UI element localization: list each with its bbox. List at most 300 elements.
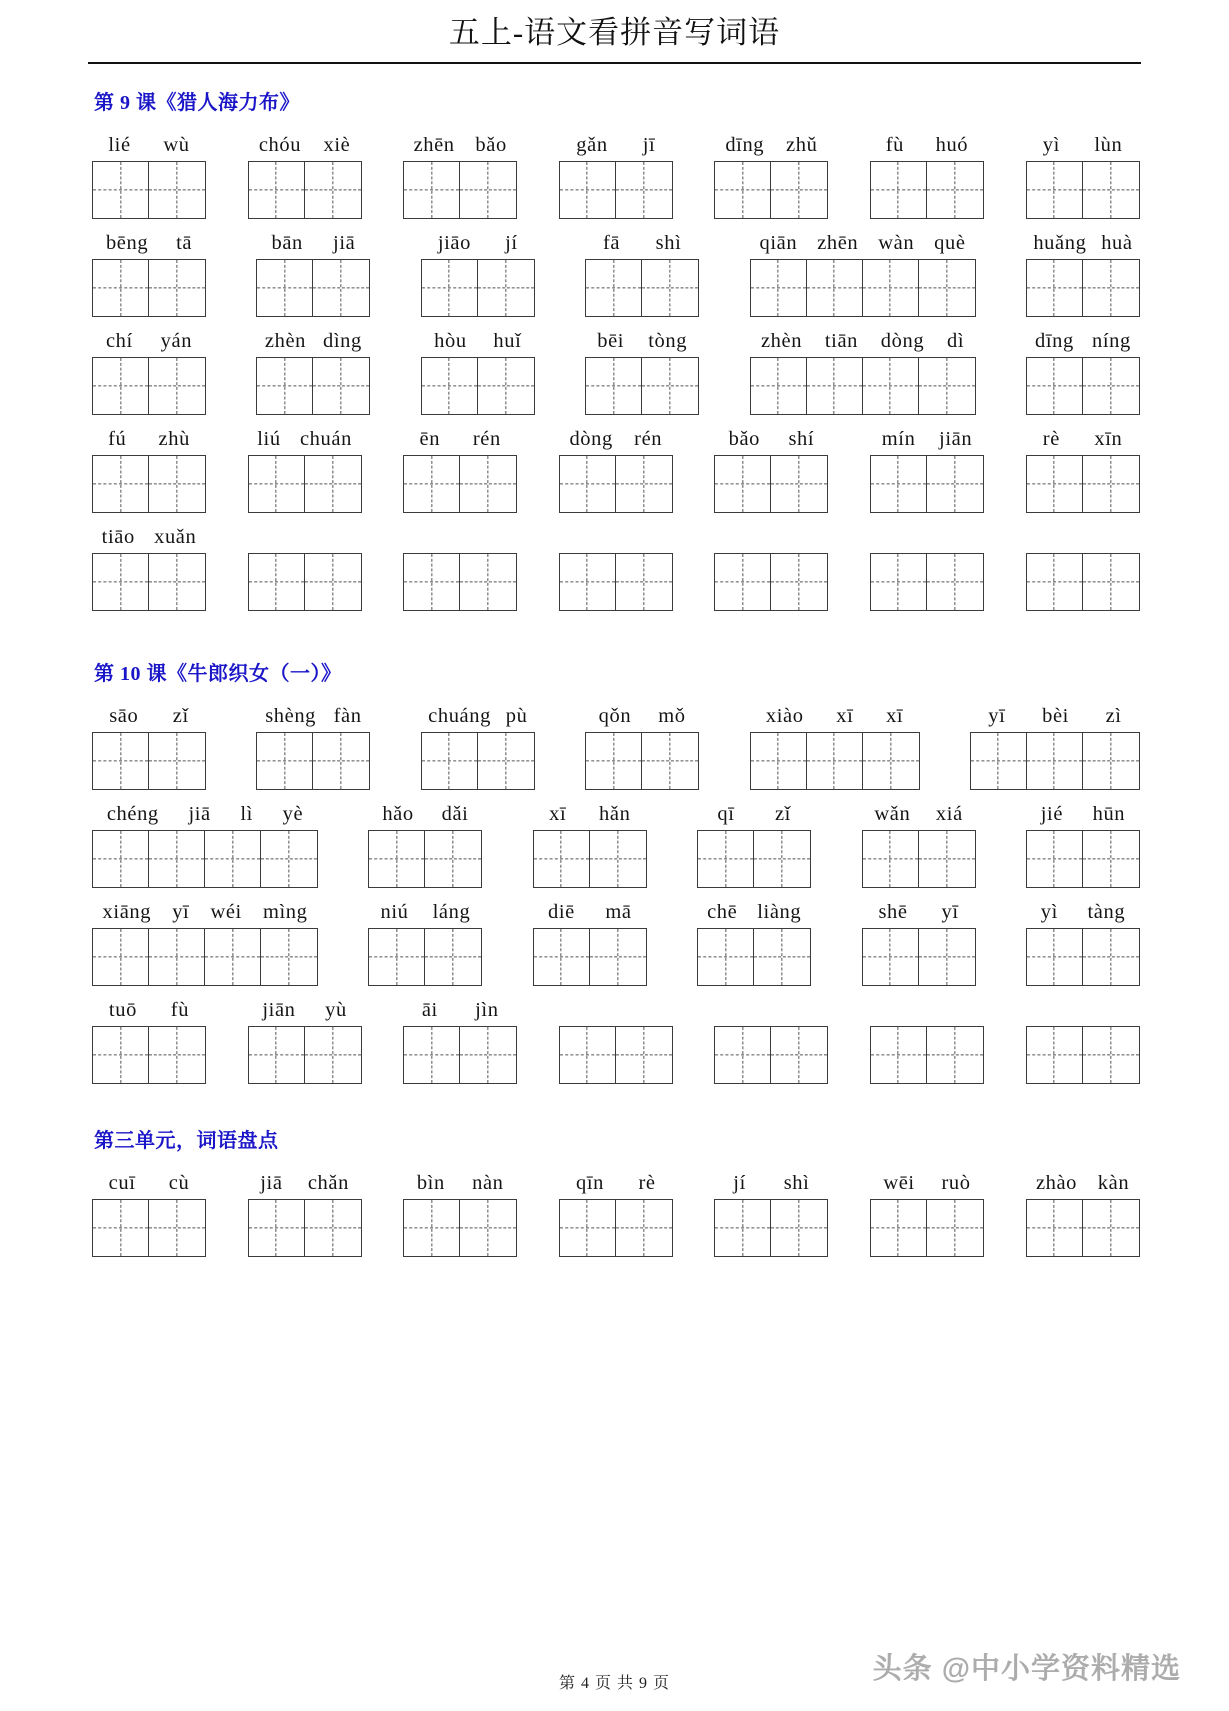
- tianzige-cell[interactable]: [1083, 162, 1139, 218]
- pinyin-line: [714, 424, 828, 455]
- pinyin-syllable: xiào: [765, 704, 804, 727]
- word-group: [92, 995, 206, 1084]
- pinyin-line: [559, 522, 673, 553]
- tianzige-cell[interactable]: [460, 162, 516, 218]
- tianzige-cell[interactable]: [971, 733, 1027, 789]
- tianzige-cell[interactable]: [249, 1200, 305, 1256]
- word-group: [248, 1168, 362, 1257]
- tianzige-cell[interactable]: [807, 260, 863, 316]
- tianzige-grid[interactable]: [368, 830, 482, 888]
- tianzige-cell[interactable]: [422, 260, 478, 316]
- tianzige-grid[interactable]: [1026, 1199, 1140, 1257]
- pinyin-syllable: wēi: [883, 1171, 915, 1194]
- tianzige-cell[interactable]: [478, 358, 534, 414]
- pinyin-line: [248, 130, 362, 161]
- tianzige-cell[interactable]: [261, 831, 317, 887]
- tianzige-cell[interactable]: [305, 456, 361, 512]
- tianzige-cell[interactable]: [305, 1027, 361, 1083]
- tianzige-grid[interactable]: [1026, 455, 1140, 513]
- tianzige-grid[interactable]: [248, 553, 362, 611]
- tianzige-cell[interactable]: [927, 1027, 983, 1083]
- tianzige-cell[interactable]: [1027, 929, 1083, 985]
- tianzige-grid[interactable]: [248, 1026, 362, 1084]
- word-group: [92, 897, 318, 986]
- tianzige-grid[interactable]: [1026, 357, 1140, 415]
- pinyin-line: [533, 799, 647, 830]
- pinyin-syllable: huà: [1101, 231, 1133, 254]
- tianzige-cell[interactable]: [460, 1027, 516, 1083]
- tianzige-grid[interactable]: [248, 161, 362, 219]
- pinyin-syllable: zǐ: [172, 704, 189, 727]
- tianzige-cell[interactable]: [919, 929, 975, 985]
- pinyin-line: [585, 228, 699, 259]
- pinyin-line: [870, 995, 984, 1026]
- tianzige-cell[interactable]: [715, 1200, 771, 1256]
- tianzige-cell[interactable]: [1027, 831, 1083, 887]
- tianzige-grid[interactable]: [92, 553, 206, 611]
- tianzige-cell[interactable]: [93, 358, 149, 414]
- tianzige-grid[interactable]: [92, 161, 206, 219]
- pinyin-line: [1026, 799, 1140, 830]
- pinyin-syllable: jī: [642, 133, 656, 156]
- tianzige-cell[interactable]: [715, 456, 771, 512]
- word-group: [256, 228, 370, 317]
- pinyin-syllable: yī: [172, 900, 190, 923]
- tianzige-cell[interactable]: [586, 260, 642, 316]
- tianzige-cell[interactable]: [425, 831, 481, 887]
- tianzige-cell[interactable]: [560, 554, 616, 610]
- pinyin-line: [92, 228, 206, 259]
- pinyin-syllable: jí: [733, 1171, 746, 1194]
- pinyin-syllable: hǎo: [382, 802, 414, 825]
- word-group: [714, 995, 828, 1084]
- tianzige-grid[interactable]: [714, 455, 828, 513]
- tianzige-cell[interactable]: [404, 1027, 460, 1083]
- tianzige-cell[interactable]: [927, 554, 983, 610]
- tianzige-cell[interactable]: [305, 1200, 361, 1256]
- tianzige-grid[interactable]: [403, 1026, 517, 1084]
- pinyin-syllable: shì: [655, 231, 682, 254]
- tianzige-cell[interactable]: [754, 929, 810, 985]
- pinyin-syllable: huǎng: [1033, 231, 1087, 254]
- word-group: [585, 701, 699, 790]
- tianzige-cell[interactable]: [771, 456, 827, 512]
- tianzige-cell[interactable]: [149, 162, 205, 218]
- tianzige-cell[interactable]: [93, 733, 149, 789]
- tianzige-cell[interactable]: [149, 1200, 205, 1256]
- tianzige-grid[interactable]: [870, 1199, 984, 1257]
- pinyin-line: [368, 799, 482, 830]
- pinyin-line: [1026, 228, 1140, 259]
- tianzige-grid[interactable]: [92, 830, 318, 888]
- pinyin-line: [92, 897, 318, 928]
- tianzige-grid[interactable]: [1026, 830, 1140, 888]
- tianzige-grid[interactable]: [1026, 928, 1140, 986]
- tianzige-grid[interactable]: [714, 161, 828, 219]
- tianzige-grid[interactable]: [862, 830, 976, 888]
- tianzige-grid[interactable]: [256, 357, 370, 415]
- pinyin-syllable: mā: [605, 900, 632, 923]
- tianzige-grid[interactable]: [421, 357, 535, 415]
- tianzige-grid[interactable]: [256, 259, 370, 317]
- tianzige-cell[interactable]: [871, 456, 927, 512]
- word-group: [559, 130, 673, 219]
- word-row: [92, 1159, 1141, 1257]
- pinyin-line: [403, 424, 517, 455]
- tianzige-cell[interactable]: [919, 831, 975, 887]
- pinyin-line: [368, 897, 482, 928]
- tianzige-cell[interactable]: [422, 358, 478, 414]
- tianzige-grid[interactable]: [585, 259, 699, 317]
- tianzige-cell[interactable]: [698, 831, 754, 887]
- pinyin-syllable: zǐ: [774, 802, 791, 825]
- pinyin-line: [714, 522, 828, 553]
- tianzige-grid[interactable]: [714, 1199, 828, 1257]
- tianzige-cell[interactable]: [149, 260, 205, 316]
- tianzige-cell[interactable]: [1027, 456, 1083, 512]
- tianzige-cell[interactable]: [1083, 929, 1139, 985]
- tianzige-cell[interactable]: [149, 358, 205, 414]
- tianzige-cell[interactable]: [616, 1200, 672, 1256]
- tianzige-cell[interactable]: [715, 1027, 771, 1083]
- tianzige-cell[interactable]: [807, 733, 863, 789]
- tianzige-cell[interactable]: [249, 456, 305, 512]
- pinyin-line: [870, 424, 984, 455]
- tianzige-cell[interactable]: [863, 831, 919, 887]
- tianzige-cell[interactable]: [305, 554, 361, 610]
- word-group: [1026, 424, 1140, 513]
- tianzige-cell[interactable]: [616, 1027, 672, 1083]
- word-group: [403, 424, 517, 513]
- word-group: [92, 701, 206, 790]
- tianzige-cell[interactable]: [460, 456, 516, 512]
- tianzige-cell[interactable]: [149, 929, 205, 985]
- tianzige-grid[interactable]: [870, 455, 984, 513]
- pinyin-line: [92, 799, 318, 830]
- tianzige-grid[interactable]: [403, 161, 517, 219]
- pinyin-syllable: dìng: [323, 329, 362, 352]
- pinyin-line: [248, 995, 362, 1026]
- tianzige-cell[interactable]: [1083, 1200, 1139, 1256]
- pinyin-syllable: niú: [380, 900, 409, 923]
- pinyin-line: [248, 424, 362, 455]
- tianzige-cell[interactable]: [771, 1200, 827, 1256]
- tianzige-grid[interactable]: [533, 830, 647, 888]
- tianzige-cell[interactable]: [751, 733, 807, 789]
- pinyin-syllable: chóu: [258, 133, 302, 156]
- pinyin-syllable: dīng: [725, 133, 765, 156]
- word-group: [421, 701, 535, 790]
- pinyin-syllable: tòng: [648, 329, 688, 352]
- pinyin-syllable: ēn: [419, 427, 441, 450]
- tianzige-cell[interactable]: [1083, 260, 1139, 316]
- tianzige-cell[interactable]: [534, 831, 590, 887]
- tianzige-grid[interactable]: [714, 553, 828, 611]
- pinyin-syllable: qǒn: [598, 704, 632, 727]
- tianzige-cell[interactable]: [404, 162, 460, 218]
- tianzige-cell[interactable]: [404, 456, 460, 512]
- tianzige-grid[interactable]: [92, 732, 206, 790]
- tianzige-cell[interactable]: [751, 358, 807, 414]
- pinyin-syllable: qī: [717, 802, 735, 825]
- tianzige-cell[interactable]: [616, 554, 672, 610]
- tianzige-cell[interactable]: [93, 554, 149, 610]
- tianzige-cell[interactable]: [404, 554, 460, 610]
- tianzige-cell[interactable]: [863, 358, 919, 414]
- word-group: [862, 799, 976, 888]
- tianzige-cell[interactable]: [927, 1200, 983, 1256]
- tianzige-cell[interactable]: [249, 162, 305, 218]
- tianzige-cell[interactable]: [1027, 162, 1083, 218]
- word-group: [368, 799, 482, 888]
- tianzige-cell[interactable]: [642, 733, 698, 789]
- tianzige-grid[interactable]: [585, 732, 699, 790]
- tianzige-grid[interactable]: [750, 259, 976, 317]
- tianzige-cell[interactable]: [478, 733, 534, 789]
- tianzige-grid[interactable]: [368, 928, 482, 986]
- pinyin-syllable: gǎn: [576, 133, 608, 156]
- tianzige-grid[interactable]: [697, 830, 811, 888]
- tianzige-cell[interactable]: [590, 929, 646, 985]
- tianzige-cell[interactable]: [1083, 831, 1139, 887]
- tianzige-cell[interactable]: [1083, 358, 1139, 414]
- tianzige-cell[interactable]: [698, 929, 754, 985]
- tianzige-grid[interactable]: [421, 732, 535, 790]
- tianzige-grid[interactable]: [559, 1026, 673, 1084]
- tianzige-cell[interactable]: [261, 929, 317, 985]
- tianzige-cell[interactable]: [771, 1027, 827, 1083]
- pinyin-syllable: jí: [505, 231, 518, 254]
- tianzige-grid[interactable]: [533, 928, 647, 986]
- tianzige-cell[interactable]: [1083, 1027, 1139, 1083]
- tianzige-cell[interactable]: [616, 456, 672, 512]
- tianzige-cell[interactable]: [586, 733, 642, 789]
- pinyin-syllable: jiāo: [437, 231, 471, 254]
- tianzige-grid[interactable]: [92, 259, 206, 317]
- tianzige-cell[interactable]: [871, 162, 927, 218]
- tianzige-cell[interactable]: [313, 260, 369, 316]
- tianzige-grid[interactable]: [1026, 553, 1140, 611]
- tianzige-cell[interactable]: [1083, 456, 1139, 512]
- tianzige-cell[interactable]: [807, 358, 863, 414]
- tianzige-grid[interactable]: [421, 259, 535, 317]
- tianzige-cell[interactable]: [1027, 733, 1083, 789]
- pinyin-syllable: fù: [885, 133, 905, 156]
- tianzige-grid[interactable]: [92, 1026, 206, 1084]
- tianzige-grid[interactable]: [256, 732, 370, 790]
- pinyin-syllable: fù: [170, 998, 190, 1021]
- tianzige-grid[interactable]: [1026, 259, 1140, 317]
- tianzige-cell[interactable]: [642, 358, 698, 414]
- tianzige-cell[interactable]: [1083, 554, 1139, 610]
- pinyin-syllable: sāo: [109, 704, 139, 727]
- tianzige-cell[interactable]: [771, 162, 827, 218]
- tianzige-cell[interactable]: [149, 733, 205, 789]
- tianzige-grid[interactable]: [92, 928, 318, 986]
- tianzige-cell[interactable]: [560, 162, 616, 218]
- tianzige-cell[interactable]: [642, 260, 698, 316]
- page-footer: 第 4 页 共 9 页: [558, 1675, 670, 1692]
- pinyin-syllable: wéi: [210, 900, 242, 923]
- pinyin-line: [92, 130, 206, 161]
- word-group: [248, 130, 362, 219]
- tianzige-grid[interactable]: [403, 455, 517, 513]
- tianzige-cell[interactable]: [751, 260, 807, 316]
- word-group: [248, 424, 362, 513]
- tianzige-cell[interactable]: [863, 929, 919, 985]
- tianzige-cell[interactable]: [404, 1200, 460, 1256]
- word-group: [714, 130, 828, 219]
- tianzige-grid[interactable]: [750, 732, 920, 790]
- tianzige-cell[interactable]: [715, 554, 771, 610]
- tianzige-cell[interactable]: [560, 1027, 616, 1083]
- tianzige-cell[interactable]: [871, 1027, 927, 1083]
- tianzige-grid[interactable]: [1026, 161, 1140, 219]
- word-row: [92, 513, 1141, 611]
- tianzige-grid[interactable]: [92, 455, 206, 513]
- tianzige-grid[interactable]: [559, 161, 673, 219]
- tianzige-cell[interactable]: [927, 456, 983, 512]
- tianzige-cell[interactable]: [1027, 260, 1083, 316]
- tianzige-grid[interactable]: [559, 553, 673, 611]
- tianzige-grid[interactable]: [559, 455, 673, 513]
- word-group: [92, 326, 206, 415]
- tianzige-cell[interactable]: [369, 929, 425, 985]
- tianzige-cell[interactable]: [1027, 1200, 1083, 1256]
- tianzige-cell[interactable]: [616, 162, 672, 218]
- tianzige-cell[interactable]: [369, 831, 425, 887]
- tianzige-cell[interactable]: [249, 554, 305, 610]
- tianzige-cell[interactable]: [93, 260, 149, 316]
- pinyin-syllable: jiā: [188, 802, 211, 825]
- tianzige-cell[interactable]: [425, 929, 481, 985]
- word-group: [92, 522, 206, 611]
- tianzige-cell[interactable]: [313, 358, 369, 414]
- tianzige-cell[interactable]: [257, 733, 313, 789]
- section-heading-2: 第 10 课《牛郎织女（一）》: [94, 662, 342, 685]
- tianzige-cell[interactable]: [1027, 358, 1083, 414]
- tianzige-grid[interactable]: [585, 357, 699, 415]
- tianzige-cell[interactable]: [1027, 554, 1083, 610]
- tianzige-cell[interactable]: [93, 1200, 149, 1256]
- word-row: [92, 692, 1141, 790]
- pinyin-syllable: yì: [1042, 133, 1060, 156]
- tianzige-cell[interactable]: [871, 1200, 927, 1256]
- word-group: [1026, 897, 1140, 986]
- pinyin-syllable: tā: [176, 231, 193, 254]
- pinyin-syllable: jìn: [475, 998, 499, 1021]
- tianzige-cell[interactable]: [93, 162, 149, 218]
- tianzige-cell[interactable]: [927, 162, 983, 218]
- tianzige-cell[interactable]: [205, 929, 261, 985]
- tianzige-cell[interactable]: [205, 831, 261, 887]
- tianzige-cell[interactable]: [149, 831, 205, 887]
- tianzige-cell[interactable]: [249, 1027, 305, 1083]
- tianzige-cell[interactable]: [305, 162, 361, 218]
- pinyin-syllable: zì: [1105, 704, 1122, 727]
- tianzige-grid[interactable]: [248, 1199, 362, 1257]
- tianzige-grid[interactable]: [750, 357, 976, 415]
- pinyin-syllable: zhèn: [760, 329, 803, 352]
- tianzige-cell[interactable]: [560, 456, 616, 512]
- tianzige-cell[interactable]: [871, 554, 927, 610]
- word-group: [697, 897, 811, 986]
- tianzige-cell[interactable]: [313, 733, 369, 789]
- tianzige-cell[interactable]: [754, 831, 810, 887]
- tianzige-cell[interactable]: [93, 1027, 149, 1083]
- word-group: [92, 130, 206, 219]
- pinyin-line: [256, 701, 370, 732]
- tianzige-cell[interactable]: [560, 1200, 616, 1256]
- tianzige-grid[interactable]: [862, 928, 976, 986]
- tianzige-cell[interactable]: [586, 358, 642, 414]
- pinyin-syllable: shē: [878, 900, 908, 923]
- tianzige-grid[interactable]: [403, 553, 517, 611]
- tianzige-grid[interactable]: [92, 1199, 206, 1257]
- tianzige-grid[interactable]: [970, 732, 1140, 790]
- tianzige-cell[interactable]: [590, 831, 646, 887]
- tianzige-cell[interactable]: [93, 929, 149, 985]
- pinyin-syllable: jié: [1040, 802, 1064, 825]
- tianzige-grid[interactable]: [92, 357, 206, 415]
- tianzige-cell[interactable]: [422, 733, 478, 789]
- tianzige-cell[interactable]: [149, 456, 205, 512]
- pinyin-syllable: nàn: [472, 1171, 504, 1194]
- tianzige-grid[interactable]: [559, 1199, 673, 1257]
- pinyin-syllable: lùn: [1094, 133, 1123, 156]
- tianzige-cell[interactable]: [863, 733, 919, 789]
- tianzige-grid[interactable]: [697, 928, 811, 986]
- tianzige-cell[interactable]: [257, 260, 313, 316]
- tianzige-cell[interactable]: [715, 162, 771, 218]
- tianzige-cell[interactable]: [93, 456, 149, 512]
- tianzige-grid[interactable]: [714, 1026, 828, 1084]
- tianzige-cell[interactable]: [919, 260, 975, 316]
- tianzige-cell[interactable]: [534, 929, 590, 985]
- tianzige-cell[interactable]: [149, 554, 205, 610]
- pinyin-syllable: dīng: [1035, 329, 1074, 352]
- tianzige-cell[interactable]: [863, 260, 919, 316]
- tianzige-grid[interactable]: [870, 161, 984, 219]
- pinyin-syllable: wǎn: [874, 802, 911, 825]
- tianzige-cell[interactable]: [771, 554, 827, 610]
- pinyin-syllable: chǎn: [307, 1171, 349, 1194]
- pinyin-syllable: lié: [108, 133, 131, 156]
- pinyin-syllable: chuán: [299, 427, 352, 450]
- pinyin-syllable: yì: [1040, 900, 1058, 923]
- word-group: [697, 799, 811, 888]
- tianzige-grid[interactable]: [870, 1026, 984, 1084]
- pinyin-line: [714, 1168, 828, 1199]
- tianzige-cell[interactable]: [1027, 1027, 1083, 1083]
- tianzige-grid[interactable]: [1026, 1026, 1140, 1084]
- tianzige-grid[interactable]: [870, 553, 984, 611]
- tianzige-grid[interactable]: [403, 1199, 517, 1257]
- tianzige-cell[interactable]: [257, 358, 313, 414]
- tianzige-cell[interactable]: [460, 1200, 516, 1256]
- tianzige-cell[interactable]: [93, 831, 149, 887]
- tianzige-cell[interactable]: [1083, 733, 1139, 789]
- tianzige-cell[interactable]: [478, 260, 534, 316]
- tianzige-grid[interactable]: [248, 455, 362, 513]
- word-row: [92, 121, 1141, 219]
- word-row: [92, 986, 1141, 1084]
- pinyin-syllable: dòng: [880, 329, 925, 352]
- word-group: [403, 995, 517, 1084]
- tianzige-cell[interactable]: [149, 1027, 205, 1083]
- tianzige-cell[interactable]: [919, 358, 975, 414]
- tianzige-cell[interactable]: [460, 554, 516, 610]
